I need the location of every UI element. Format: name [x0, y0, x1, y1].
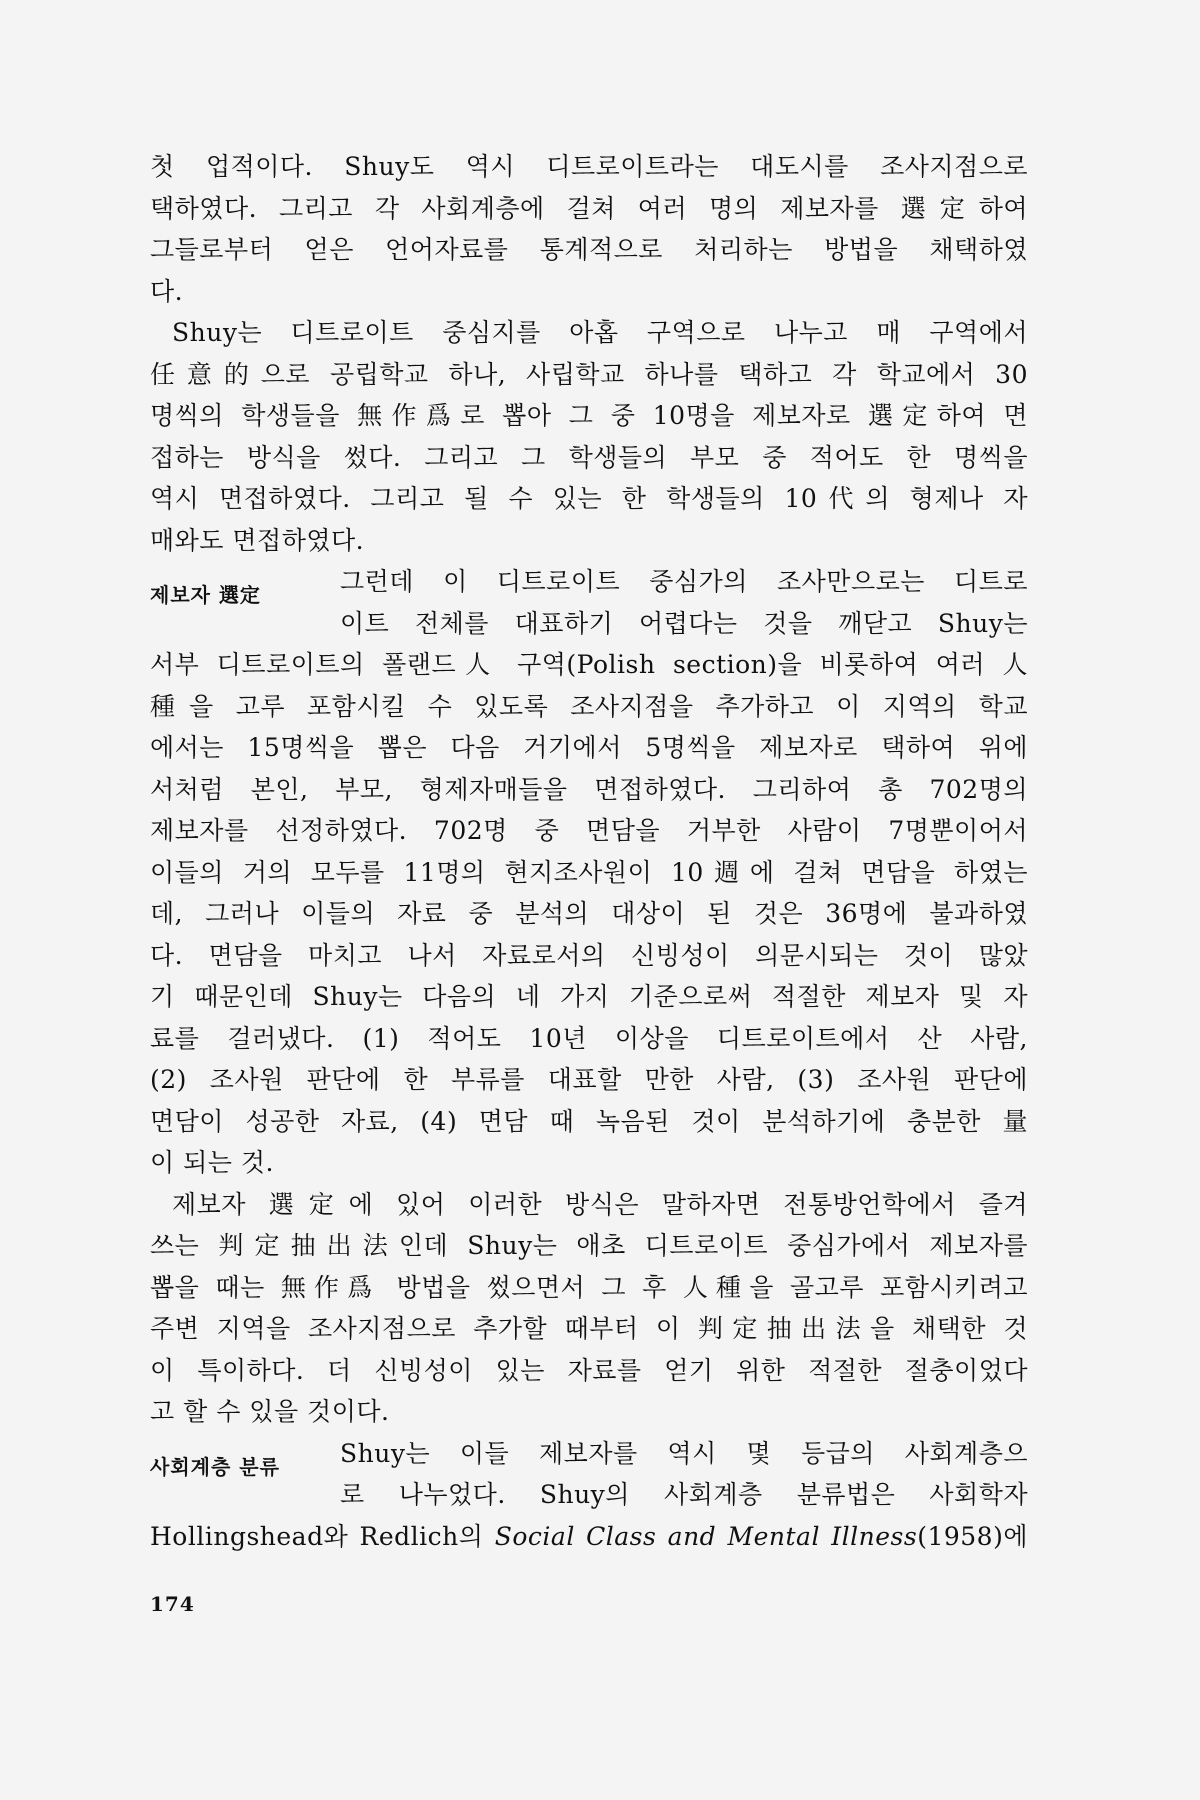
text-line: 고 할 수 있을 것이다.	[150, 1397, 390, 1426]
text-line: Shuy는 이들 제보자를 역시 몇 등급의 사회계층으	[340, 1438, 1028, 1468]
text-segment: (1958)에	[917, 1521, 1028, 1551]
text-line: 그들로부터 얻은 언어자료를 통계적으로 처리하는 방법을 채택하였	[150, 235, 1028, 264]
book-title: Social Class and Mental Illness	[494, 1521, 918, 1551]
page-body	[150, 146, 1028, 1557]
section-social-class	[150, 1433, 1028, 1558]
paragraph-2	[150, 312, 1028, 561]
text-line: 료를 걸러냈다. (1) 적어도 10년 이상을 디트로이트에서 산 사람,	[150, 1023, 1028, 1053]
side-heading: 제보자 選定	[150, 583, 261, 607]
section-informant-selection	[150, 561, 1028, 1184]
text-line: 그런데 이 디트로이트 중심가의 조사만으로는 디트로	[340, 567, 1028, 596]
side-heading-block	[150, 1433, 1028, 1516]
text-line: 로 나누었다. Shuy의 사회계층 분류법은 사회학자	[340, 1480, 1028, 1509]
text-line: 면담이 성공한 자료, (4) 면담 때 녹음된 것이 분석하기에 충분한 量	[150, 1106, 1028, 1136]
text-line: 이트 전체를 대표하기 어렵다는 것을 깨닫고 Shuy는	[340, 608, 1028, 638]
text-line: 에서는 15명씩을 뽑은 다음 거기에서 5명씩을 제보자로 택하여 위에	[150, 733, 1028, 762]
text-line: 이들의 거의 모두를 11명의 현지조사원이 10週에 걸쳐 면담을 하였는	[150, 857, 1028, 887]
text-line: 제보자 選定에 있어 이러한 방식은 말하자면 전통방언학에서 즐겨	[172, 1189, 1028, 1219]
text-line: 쓰는 判定抽出法인데 Shuy는 애초 디트로이트 중심가에서 제보자를	[150, 1231, 1028, 1260]
text-line: 제보자를 선정하였다. 702명 중 면담을 거부한 사람이 7명뿐이어서	[150, 816, 1028, 845]
text-line: 명씩의 학생들을 無作爲로 뽑아 그 중 10명을 제보자로 選定하여 면	[150, 401, 1028, 430]
text-line: 첫 업적이다. Shuy도 역시 디트로이트라는 대도시를 조사지점으로	[150, 152, 1028, 181]
text-line: 서부 디트로이트의 폴랜드人 구역(Polish section)을 비롯하여 여러 人	[150, 650, 1028, 679]
side-heading-text	[340, 561, 1028, 644]
text-line: Shuy는 디트로이트 중심지를 아홉 구역으로 나누고 매 구역에서	[172, 318, 1028, 347]
paragraph-1	[150, 146, 1028, 312]
text-line: 다.	[150, 276, 184, 306]
text-line: 주변 지역을 조사지점으로 추가할 때부터 이 判定抽出法을 채택한 것	[150, 1314, 1028, 1343]
text-line: 서처럼 본인, 부모, 형제자매들을 면접하였다. 그리하여 총 702명의	[150, 774, 1028, 804]
paragraph-3	[150, 1184, 1028, 1433]
text-line: 접하는 방식을 썼다. 그리고 그 학생들의 부모 중 적어도 한 명씩을	[150, 442, 1028, 472]
text-line: 다. 면담을 마치고 나서 자료로서의 신빙성이 의문시되는 것이 많았	[150, 940, 1028, 970]
side-heading-text	[340, 1433, 1028, 1516]
text-line: (2) 조사원 판단에 한 부류를 대표할 만한 사람, (3) 조사원 판단에	[150, 1065, 1028, 1094]
text-line: 역시 면접하였다. 그리고 될 수 있는 한 학생들의 10代의 형제나 자	[150, 484, 1028, 513]
text-line: 매와도 면접하였다.	[150, 525, 365, 555]
text-line: 種을 고루 포함시킬 수 있도록 조사지점을 추가하고 이 지역의 학교	[150, 691, 1028, 721]
text-line: 任意的으로 공립학교 하나, 사립학교 하나를 택하고 각 학교에서 30	[150, 359, 1028, 389]
side-heading-block	[150, 561, 1028, 644]
text-line: 이 되는 것.	[150, 1148, 274, 1177]
text-line: 데, 그러나 이들의 자료 중 분석의 대상이 된 것은 36명에 불과하였	[150, 899, 1028, 928]
text-line	[150, 1516, 1028, 1558]
page-number: 174	[150, 1592, 195, 1616]
text-line: 택하였다. 그리고 각 사회계층에 걸쳐 여러 명의 제보자를 選定하여	[150, 193, 1028, 223]
text-segment: Hollingshead와 Redlich의	[150, 1521, 495, 1551]
text-line: 이 특이하다. 더 신빙성이 있는 자료를 얻기 위한 적절한 절충이었다	[150, 1355, 1028, 1385]
text-line: 기 때문인데 Shuy는 다음의 네 가지 기준으로써 적절한 제보자 및 자	[150, 982, 1028, 1011]
text-line: 뽑을 때는 無作爲 방법을 썼으면서 그 후 人種을 골고루 포함시키려고	[150, 1272, 1028, 1302]
side-heading: 사회계층 분류	[150, 1454, 280, 1479]
